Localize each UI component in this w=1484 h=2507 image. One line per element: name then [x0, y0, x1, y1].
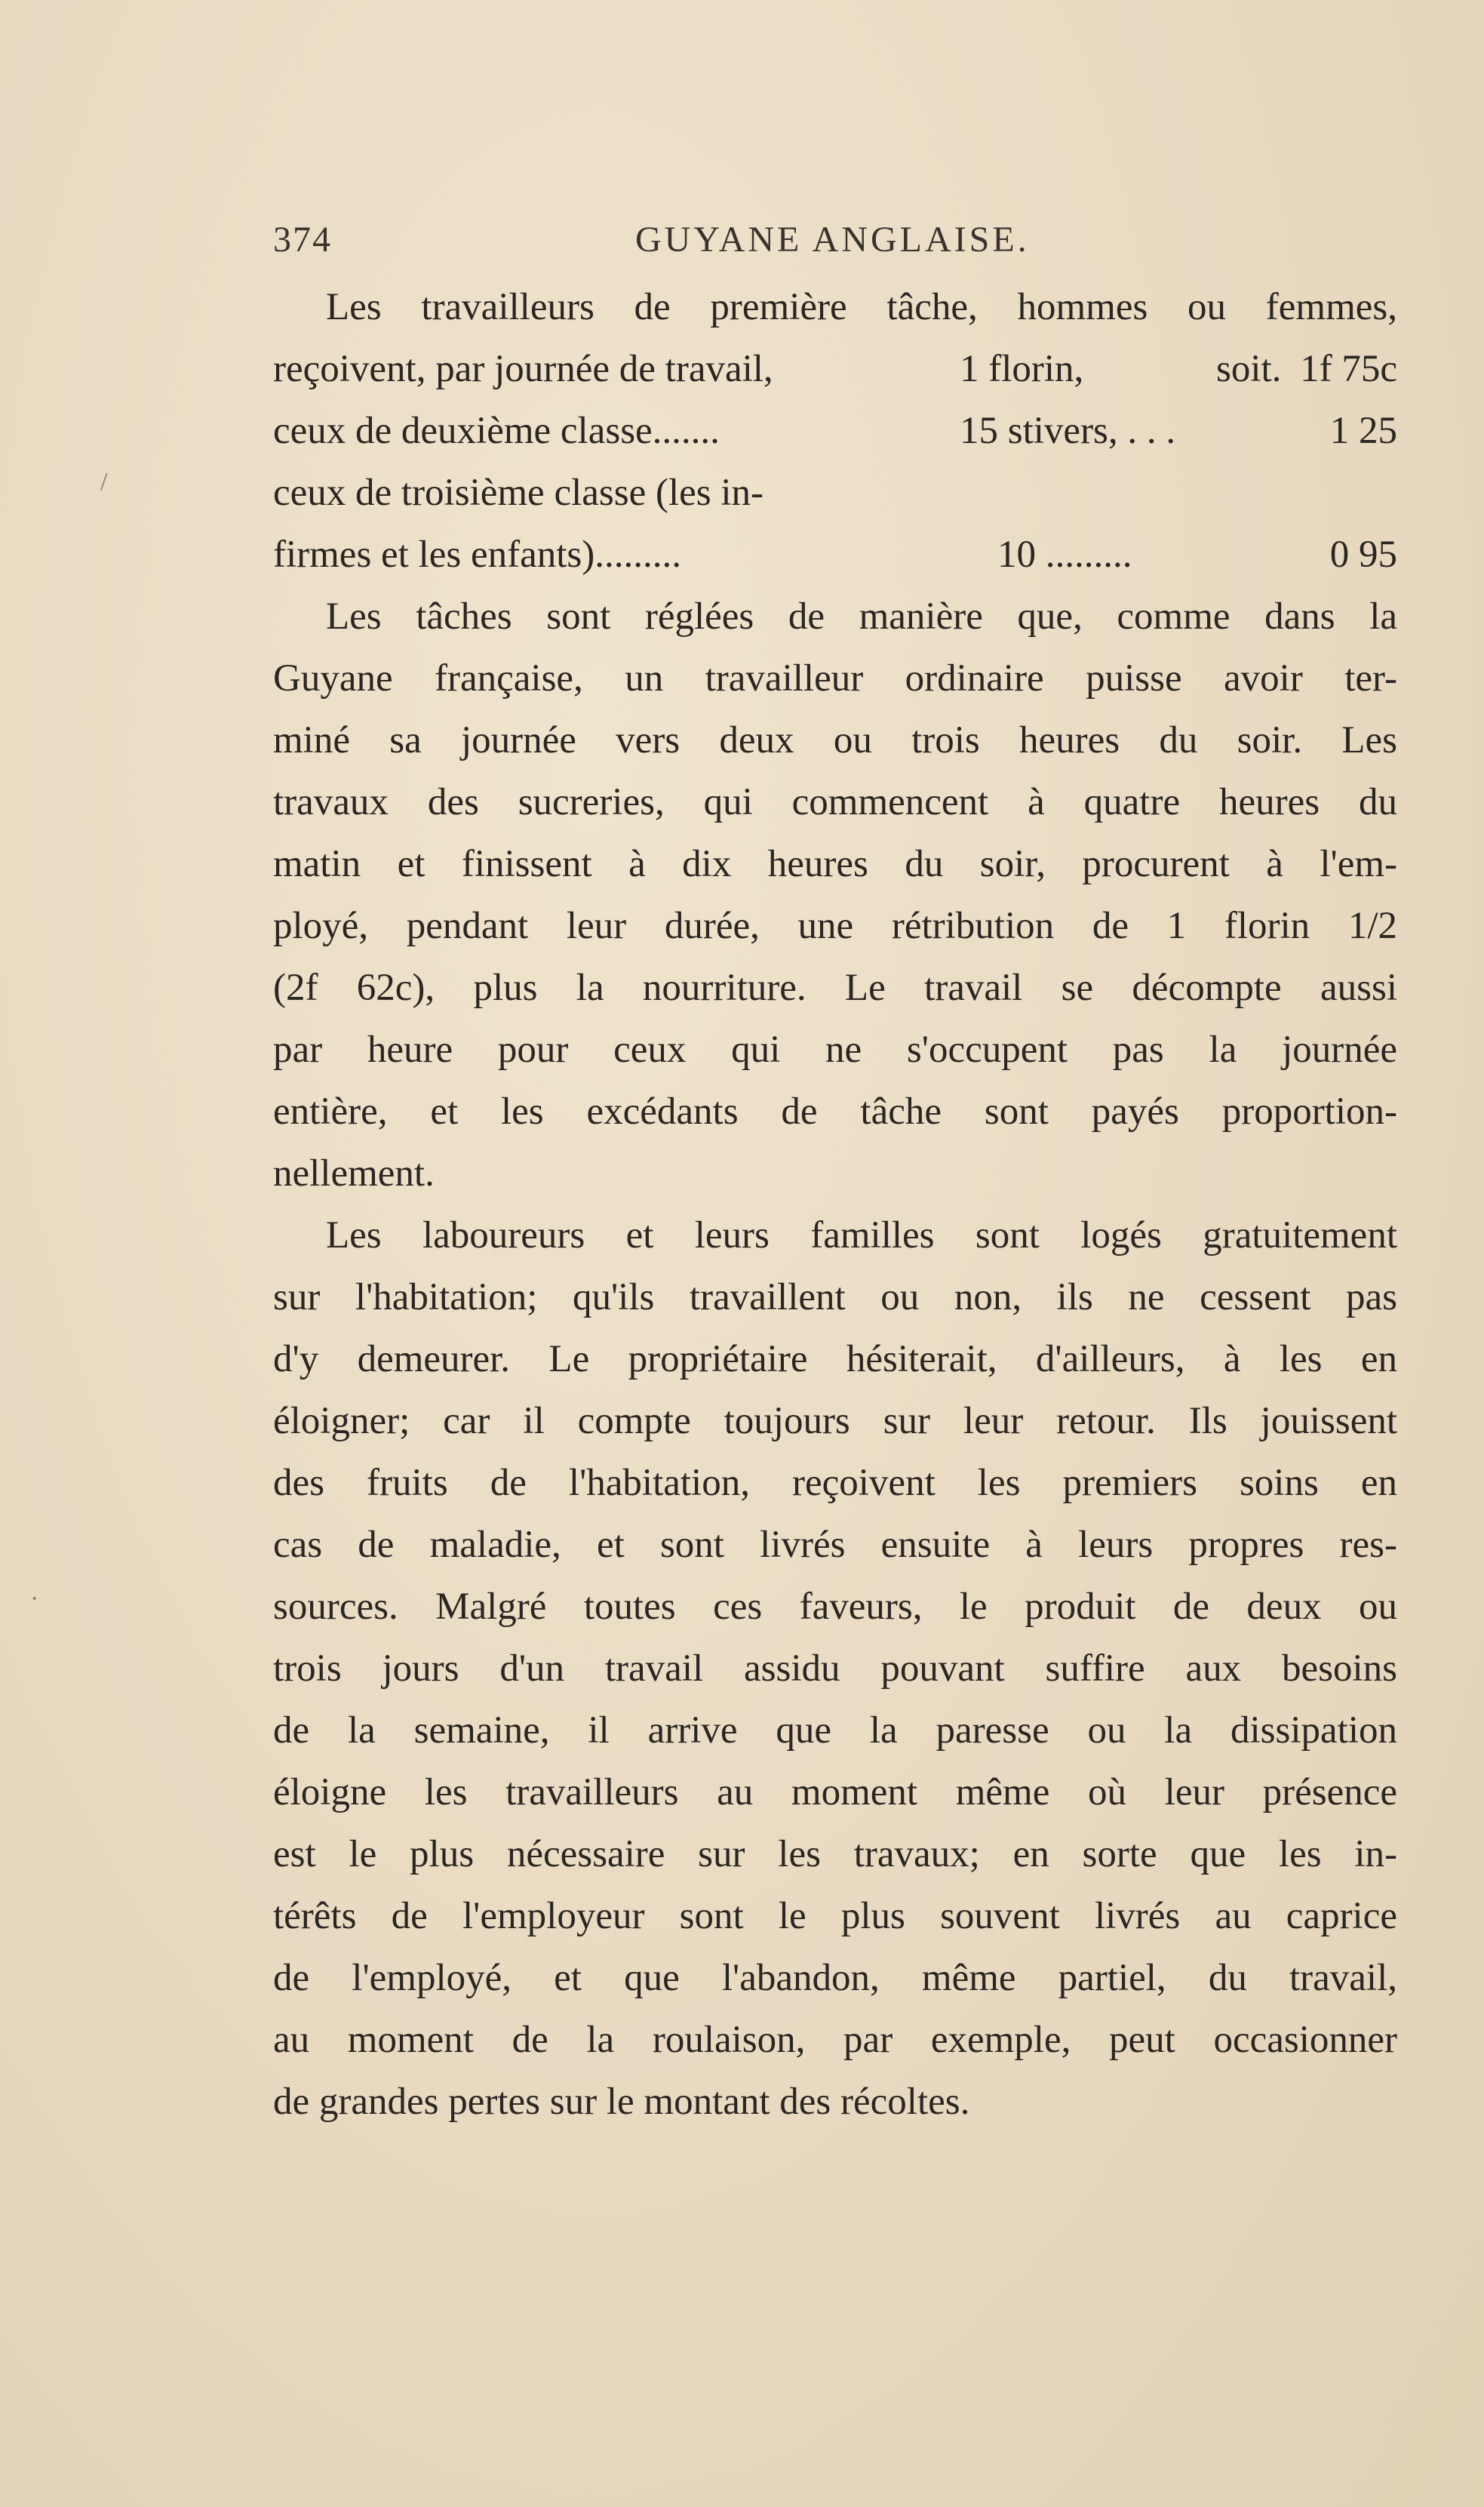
paragraph-tasks: [273, 586, 1397, 1204]
text-line: par heure pour ceux qui ne s'occupent pas la journée: [273, 1029, 1397, 1071]
text-line: ployé, pendant leur durée, une rétribution de 1 florin 1/2: [273, 905, 1397, 947]
margin-mark: /: [100, 468, 108, 496]
text-line: d'y demeurer. Le propriétaire hésiterait, d'ailleurs, à les en: [273, 1338, 1397, 1380]
wage-value: 0 95: [1329, 534, 1397, 576]
wage-value: 1 25: [1329, 410, 1397, 452]
running-title: GUYANE ANGLAISE.: [635, 220, 1030, 260]
wage-amount: 10 .........: [997, 534, 1132, 576]
wage-row-third-class-a: [273, 462, 1397, 524]
wage-row-third-class-b: [273, 524, 1397, 586]
text-line: Les laboureurs et leurs familles sont logés gratuitement: [326, 1214, 1397, 1257]
text-line: miné sa journée vers deux ou trois heures du soir. Les: [273, 719, 1397, 761]
wage-label: ceux de troisième classe (les in-: [273, 472, 764, 514]
wage-label: firmes et les enfants).........: [273, 534, 682, 576]
text-line: travaux des sucreries, qui commencent à quatre heures du: [273, 781, 1397, 823]
text-line: est le plus nécessaire sur les travaux; en sorte que les in-: [273, 1833, 1397, 1875]
text-line: sources. Malgré toutes ces faveurs, le produit de deux ou: [273, 1586, 1397, 1628]
text-line: matin et finissent à dix heures du soir, procurent à l'em-: [273, 843, 1397, 885]
text-line: de la semaine, il arrive que la paresse ou la dissipation: [273, 1709, 1397, 1752]
text-line: trois jours d'un travail assidu pouvant suffire aux besoins: [273, 1647, 1397, 1690]
wage-amount: 15 stivers, . . .: [960, 410, 1176, 452]
wage-value: 1f 75c: [1300, 348, 1397, 390]
text-line: éloigner; car il compte toujours sur leur retour. Ils jouissent: [273, 1400, 1397, 1442]
text-line: éloigne les travailleurs au moment même où leur présence: [273, 1771, 1397, 1813]
text-line: cas de maladie, et sont livrés ensuite à leurs propres res-: [273, 1524, 1397, 1566]
wage-label: ceux de deuxième classe.......: [273, 410, 720, 452]
wage-amount: 1 florin,: [960, 348, 1084, 390]
text-line: térêts de l'employeur sont le plus souvent livrés au caprice: [273, 1895, 1397, 1937]
text-line: des fruits de l'habitation, reçoivent les premiers soins en: [273, 1462, 1397, 1504]
page-header: [273, 219, 1397, 276]
wage-soit: soit.: [1216, 348, 1282, 390]
book-page: [273, 219, 1397, 2133]
text-line: de l'employé, et que l'abandon, même partiel, du travail,: [273, 1957, 1397, 1999]
margin-speck: ·: [30, 1585, 39, 1613]
wage-label: reçoivent, par journée de travail,: [273, 348, 773, 390]
wage-table: [273, 276, 1397, 586]
text-line: sur l'habitation; qu'ils travaillent ou non, ils ne cessent pas: [273, 1276, 1397, 1318]
text-line: nellement.: [273, 1152, 435, 1195]
text-line: au moment de la roulaison, par exemple, peut occasionner: [273, 2019, 1397, 2061]
text-line: (2f 62c), plus la nourriture. Le travail se décompte aussi: [273, 967, 1397, 1009]
wage-row-first-class: [273, 338, 1397, 400]
text-line: de grandes pertes sur le montant des récoltes.: [273, 2081, 970, 2123]
page-number: 374: [273, 220, 332, 260]
wage-row-second-class: [273, 400, 1397, 462]
text-line: Guyane française, un travailleur ordinaire puisse avoir ter-: [273, 657, 1397, 700]
paragraph-laborers: [273, 1204, 1397, 2133]
text-line: entière, et les excédants de tâche sont payés proportion-: [273, 1090, 1397, 1133]
wage-intro-line: Les travailleurs de première tâche, hommes ou femmes,: [326, 286, 1397, 328]
text-line: Les tâches sont réglées de manière que, comme dans la: [326, 595, 1397, 638]
